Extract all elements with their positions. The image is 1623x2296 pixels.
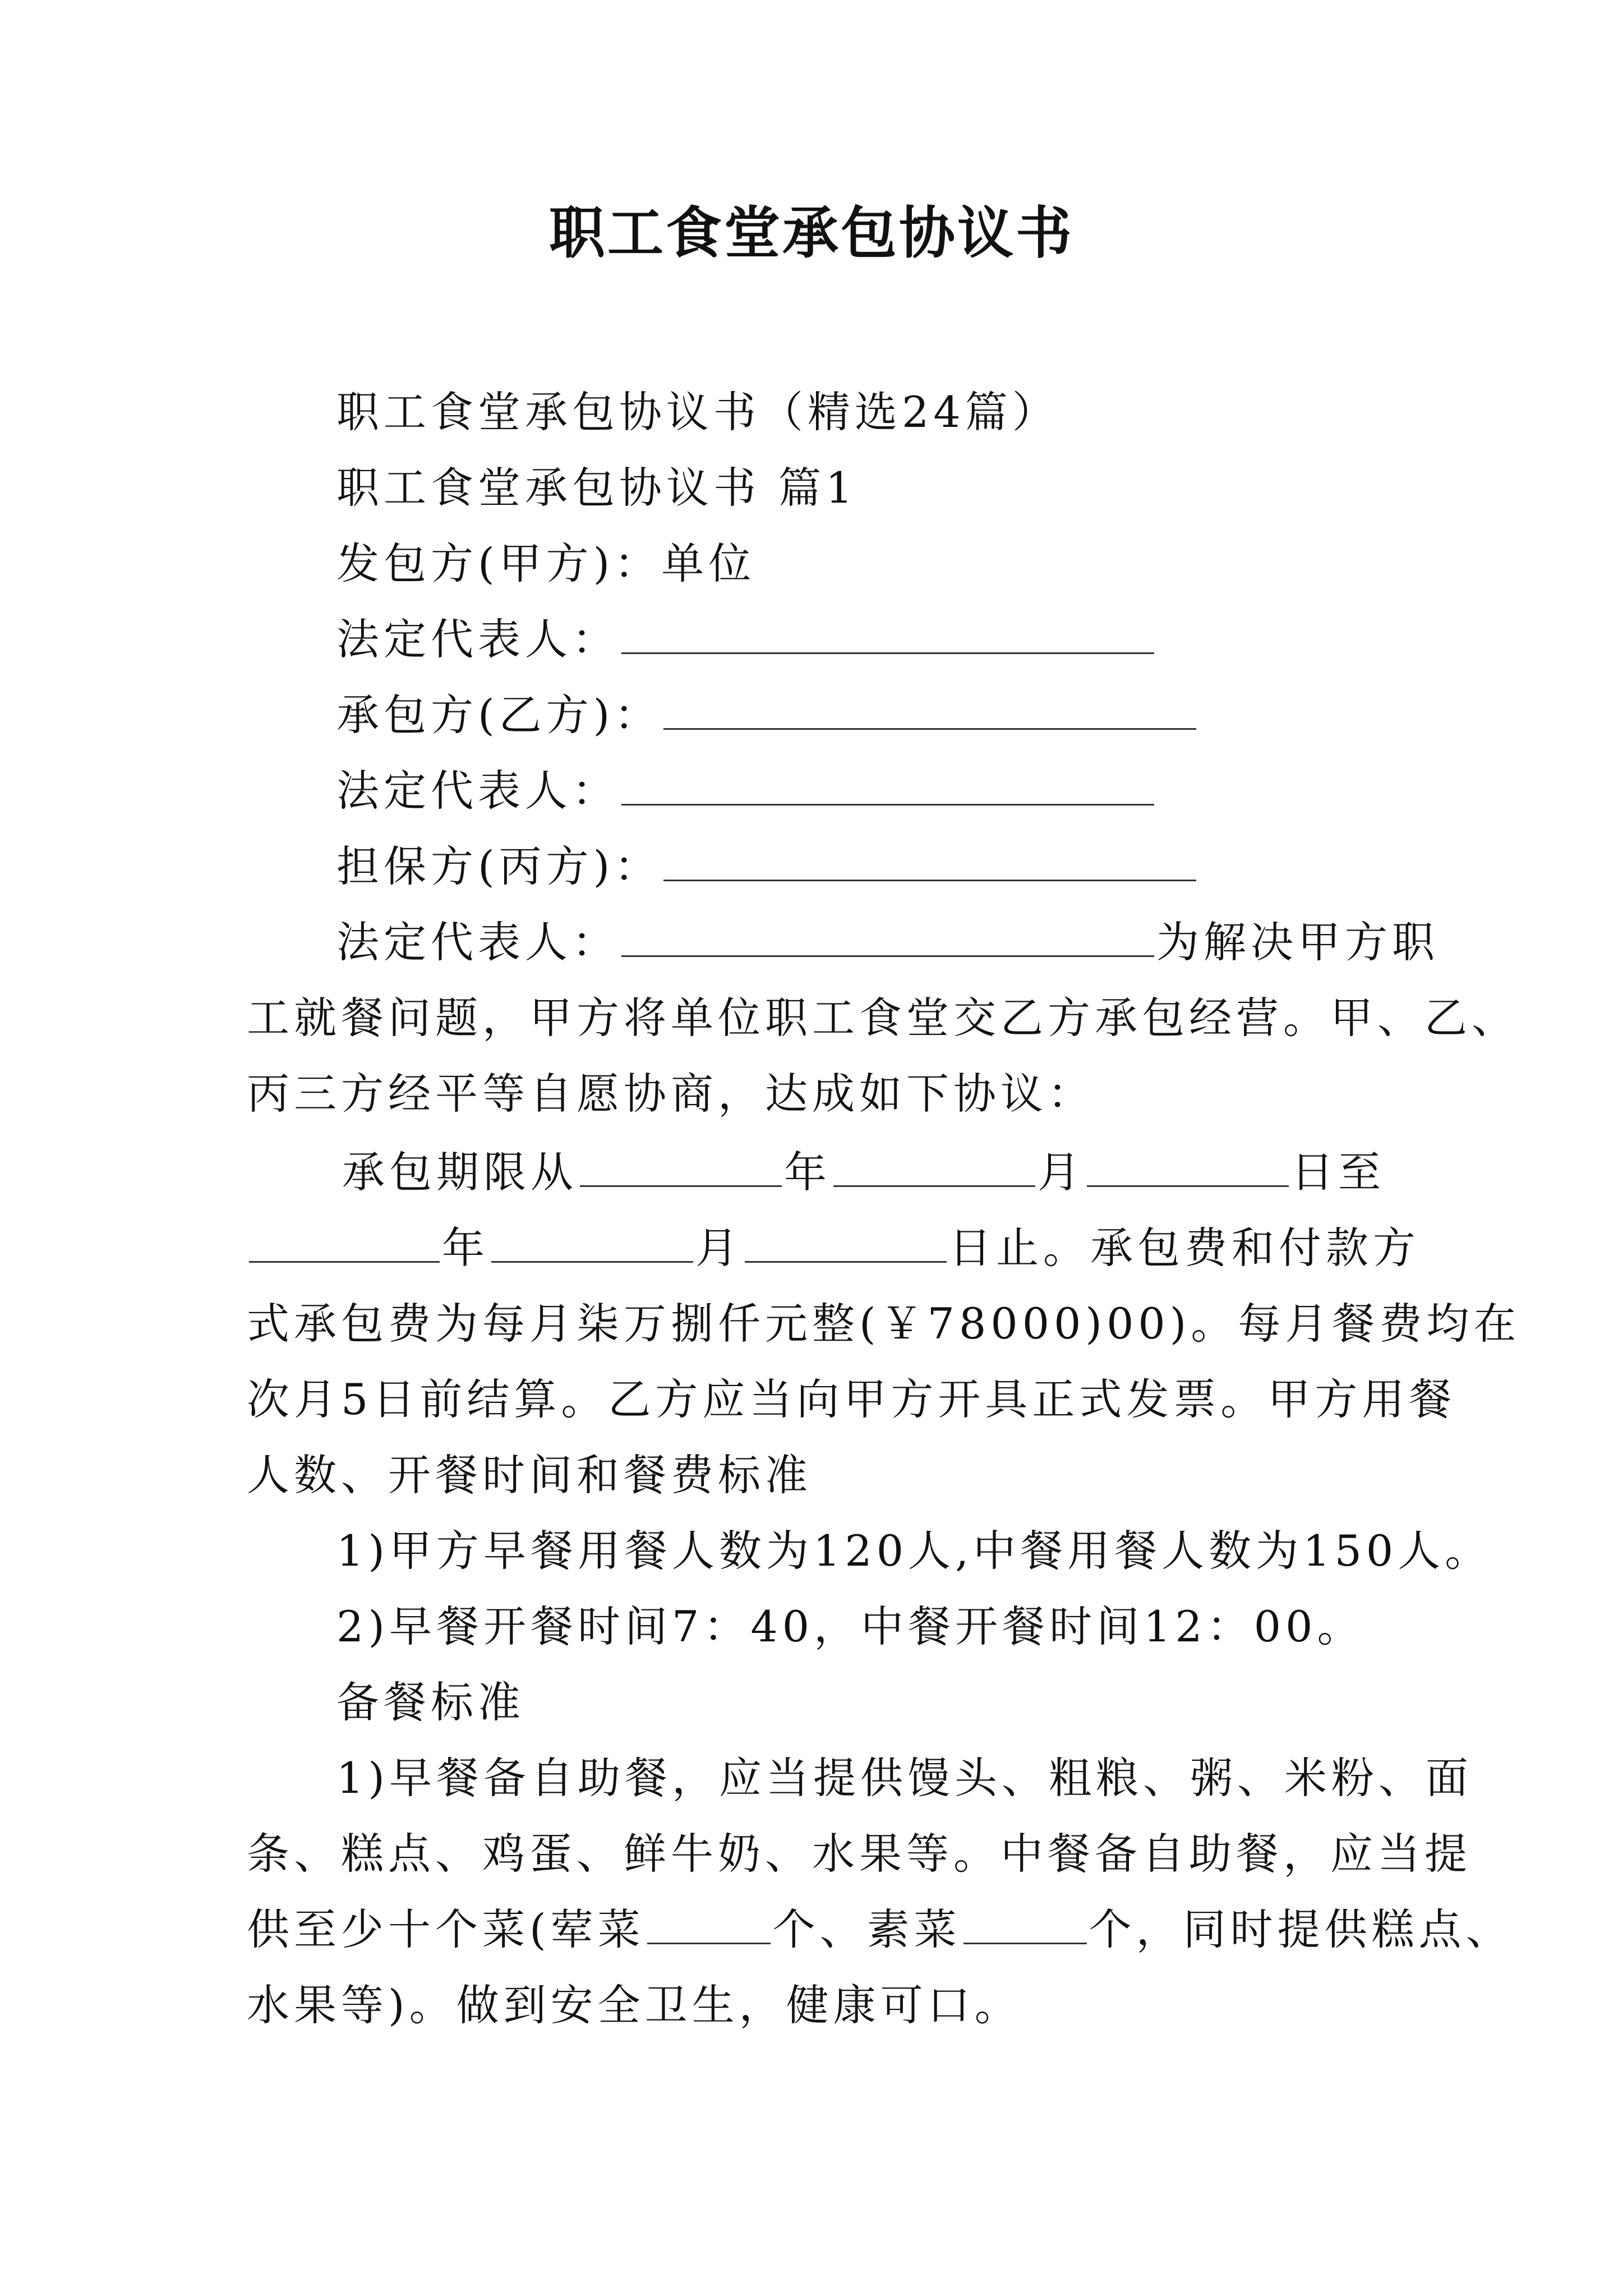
guarantor-line <box>336 836 1198 898</box>
intro-line-2: 工就餐问题，甲方将单位职工食堂交乙方承包经营。甲、乙、 <box>247 993 1519 1043</box>
fill-blank <box>621 763 1154 806</box>
fill-blank <box>647 1902 771 1944</box>
intro-line-3: 丙三方经平等自愿协商，达成如下协议： <box>247 1069 1095 1119</box>
party-b-line <box>336 684 1198 746</box>
year-label: 年 <box>784 1147 831 1197</box>
fill-blank <box>491 1221 693 1263</box>
fill-blank <box>1087 1145 1289 1187</box>
fill-blank <box>663 839 1196 881</box>
standard-heading: 备餐标准 <box>336 1677 525 1727</box>
party-a-line: 发包方(甲方)：单位 <box>336 539 756 588</box>
document-title: 职工食堂承包协议书 <box>549 200 1074 266</box>
section-heading: 职工食堂承包协议书 篇1 <box>336 463 857 513</box>
legal-rep-label: 法定代表人： <box>336 917 619 967</box>
fee-line-2: 次月5日前结算。乙方应当向甲方开具正式发票。甲方用餐 <box>247 1374 1456 1424</box>
std-line-3-c: 个，同时提供糕点、 <box>1089 1904 1513 1954</box>
year-label: 年 <box>442 1223 489 1273</box>
item-2: 2)早餐开餐时间7：40，中餐开餐时间12：00。 <box>336 1602 1364 1651</box>
fill-blank <box>621 612 1154 654</box>
fill-blank <box>663 688 1196 730</box>
std-line-3-a: 供至少十个菜(荤菜 <box>247 1904 645 1954</box>
month-label: 月 <box>1038 1147 1085 1197</box>
month-label: 月 <box>695 1223 743 1273</box>
fill-blank <box>580 1145 782 1187</box>
fill-blank <box>621 915 1154 957</box>
legal-rep-label: 法定代表人： <box>336 766 619 816</box>
std-line-2: 条、糕点、鸡蛋、鲜牛奶、水果等。中餐备自助餐，应当提 <box>247 1829 1472 1879</box>
std-line-3-b: 个、素菜 <box>772 1904 961 1954</box>
fill-blank <box>963 1902 1087 1944</box>
legal-rep-label: 法定代表人： <box>336 614 619 664</box>
legal-rep-line-1 <box>336 609 1156 670</box>
legal-rep-line-2 <box>336 760 1156 822</box>
std-line-4: 水果等)。做到安全卫生，健康可口。 <box>247 1980 1022 2030</box>
fill-blank <box>249 1221 440 1263</box>
fee-line-1: 式承包费为每月柒万捌仟元整(￥78000)00)。每月餐费均在 <box>247 1299 1521 1349</box>
intro-tail: 为解决甲方职 <box>1156 917 1439 967</box>
std-line-1: 1)早餐备自助餐，应当提供馒头、粗粮、粥、米粉、面 <box>336 1753 1473 1803</box>
item-1: 1)甲方早餐用餐人数为120人,中餐用餐人数为150人。 <box>336 1526 1492 1576</box>
legal-rep-line-3 <box>336 912 1439 973</box>
term-end-tail: 日止。承包费和付款方 <box>949 1223 1420 1273</box>
party-b-label: 承包方(乙方)： <box>336 690 662 740</box>
term-line-1 <box>342 1142 1385 1203</box>
day-to-label: 日至 <box>1291 1147 1385 1197</box>
std-line-3 <box>247 1899 1513 1961</box>
term-start-label: 承包期限从 <box>342 1147 578 1197</box>
fee-line-3: 人数、开餐时间和餐费标准 <box>247 1450 812 1500</box>
fill-blank <box>833 1145 1035 1187</box>
fill-blank <box>745 1221 947 1263</box>
term-line-2 <box>247 1217 1420 1279</box>
document-subtitle: 职工食堂承包协议书（精选24篇） <box>336 387 1059 437</box>
guarantor-label: 担保方(丙方)： <box>336 841 662 891</box>
